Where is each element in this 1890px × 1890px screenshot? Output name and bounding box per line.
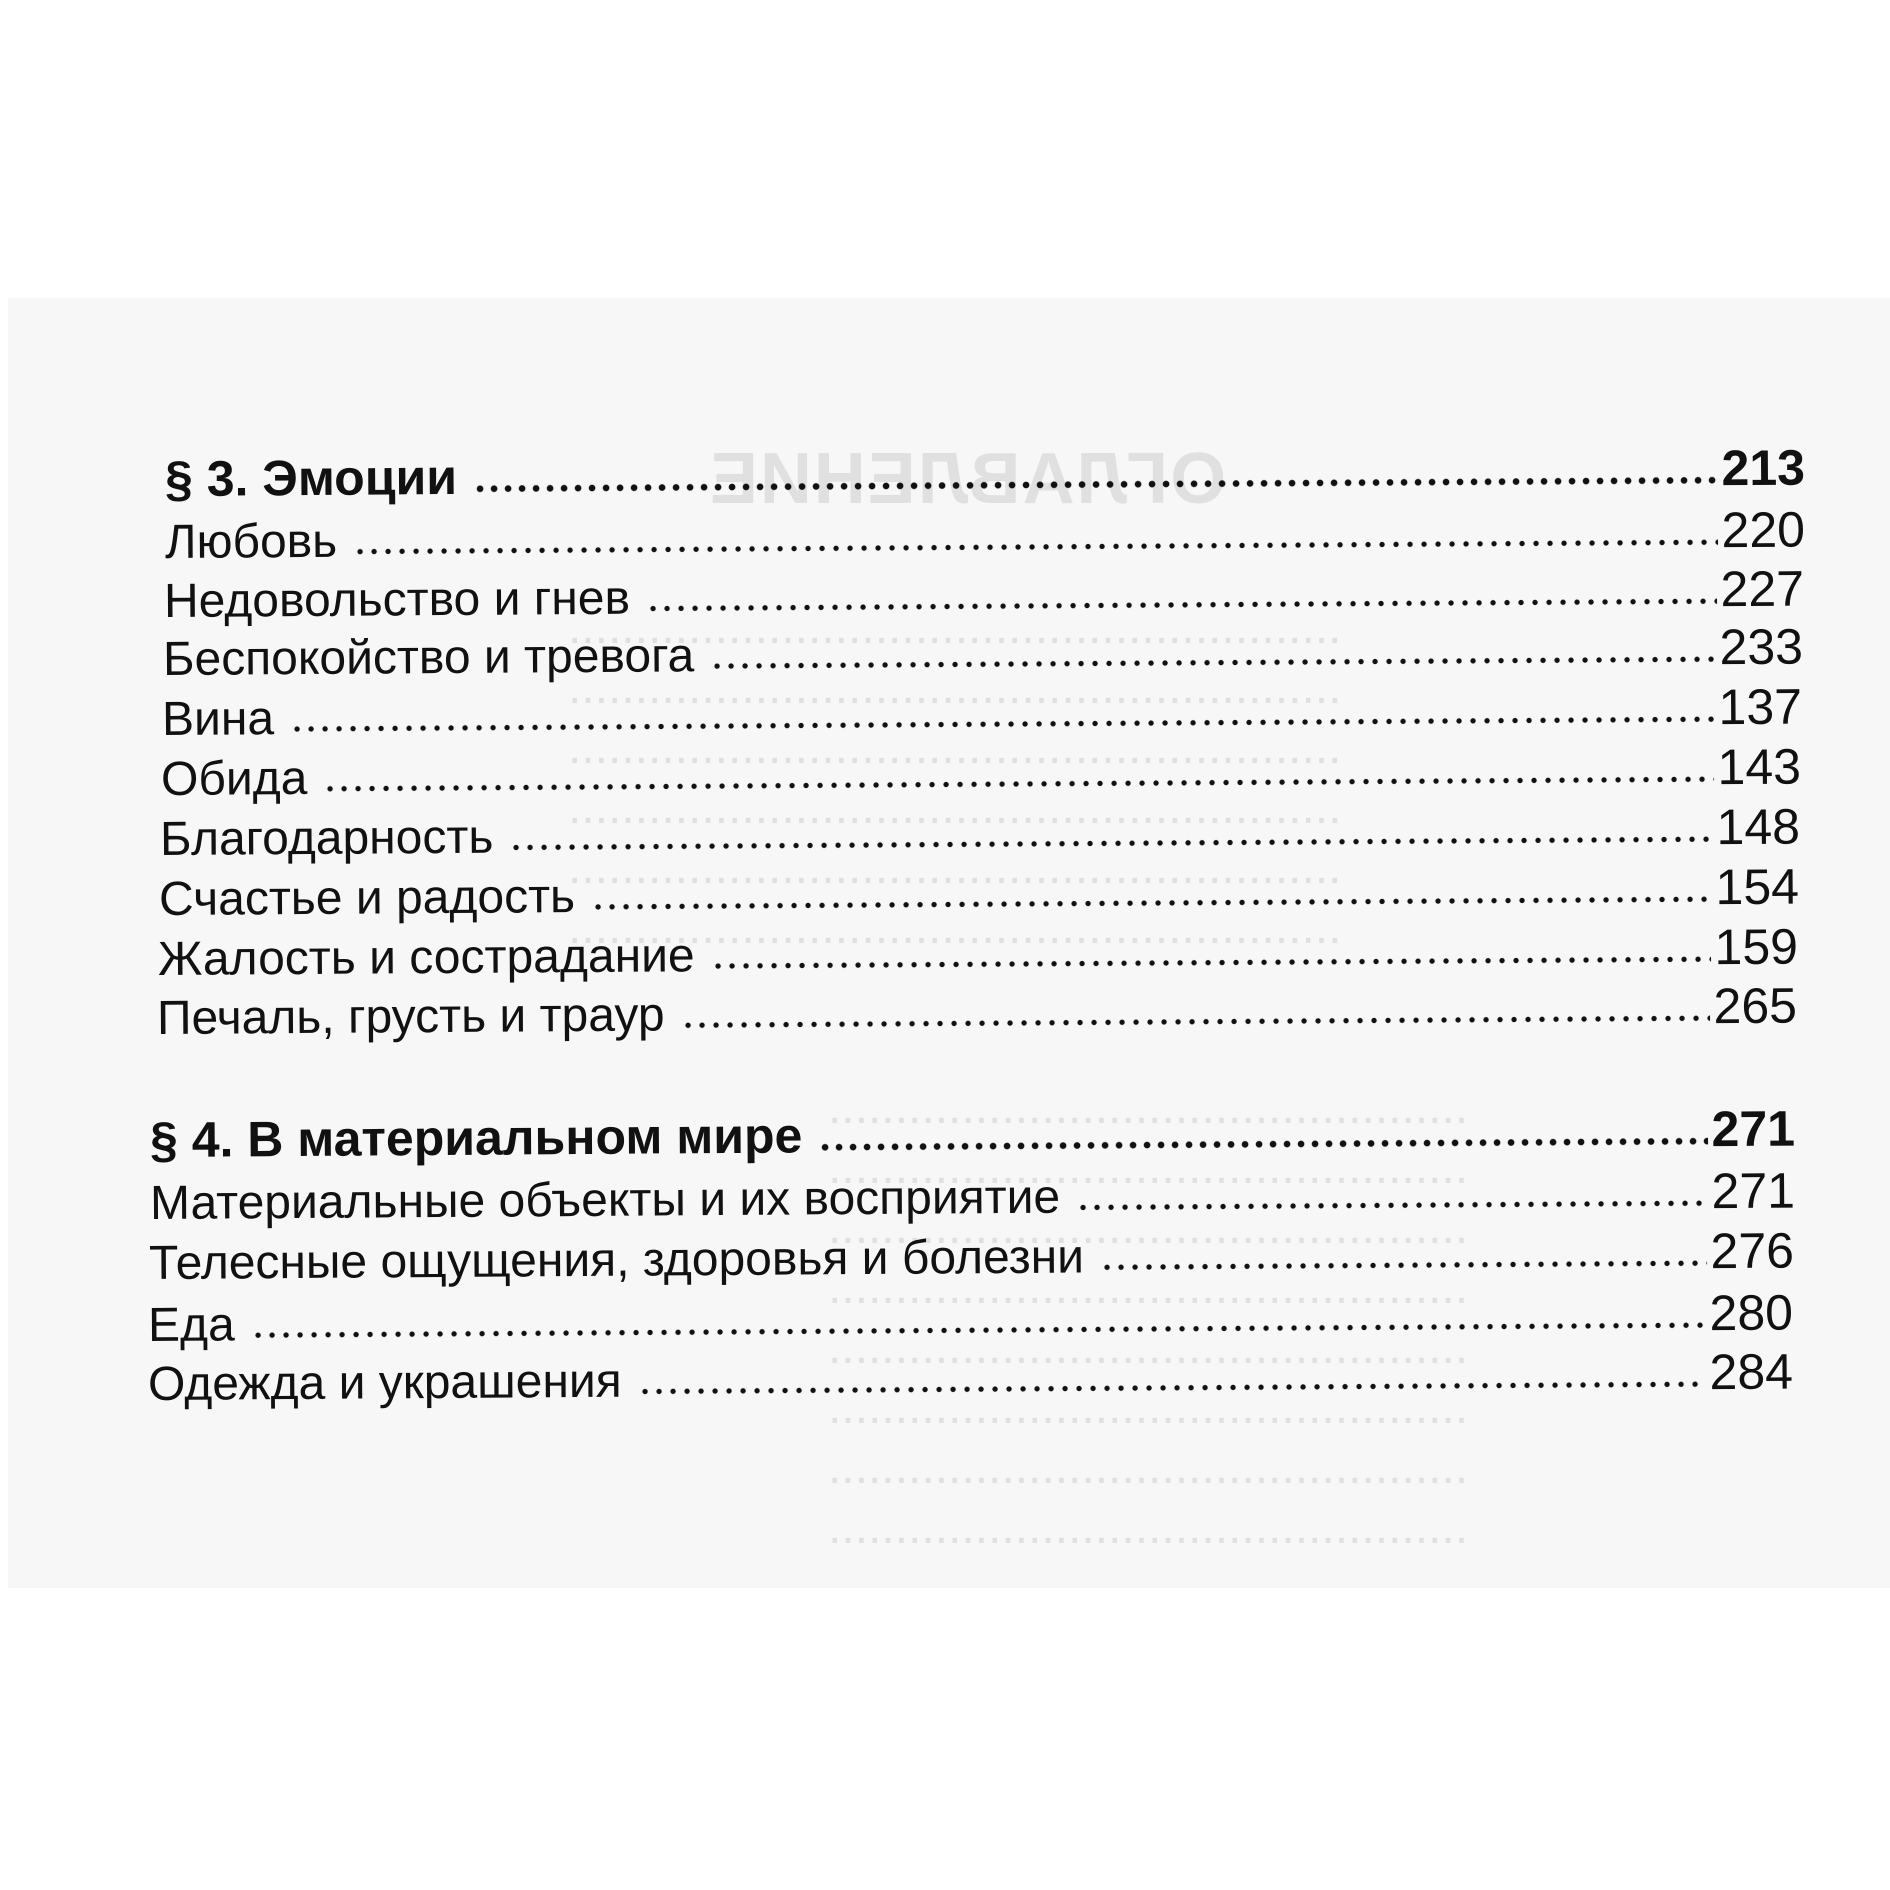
toc-page-number: 284 [1709, 1343, 1794, 1401]
dot-leader [473, 475, 1718, 494]
toc-page-number: 148 [1716, 798, 1801, 856]
toc-entry-title: § 3. Эмоции [164, 448, 458, 507]
toc-page-number: 227 [1720, 560, 1805, 618]
toc-page-number: 154 [1715, 858, 1800, 916]
toc-entry-title: Еда [147, 1298, 235, 1352]
toc-entry [150, 1162, 1795, 1231]
toc-page-number: 271 [1711, 1162, 1796, 1220]
toc-entry-title: Телесные ощущения, здоровья и болезни [148, 1230, 1085, 1290]
dot-leader [323, 774, 1713, 794]
toc-entry [158, 918, 1798, 987]
dot-leader [681, 1013, 1710, 1030]
toc-entry-title: § 4. В материальном мире [149, 1107, 803, 1168]
toc-entry [159, 858, 1799, 927]
dot-leader [353, 537, 1717, 557]
toc-page-number: 276 [1710, 1222, 1795, 1280]
dot-leader [818, 1136, 1707, 1152]
bleed-through-heading: ОГЛАВЛЕНИЕ [708, 439, 1227, 519]
table-of-contents [8, 298, 1890, 1588]
dot-leader [1100, 1258, 1707, 1272]
toc-entry-title: Печаль, грусть и траур [156, 988, 665, 1045]
dot-leader [251, 1320, 1706, 1340]
dot-leader [638, 1379, 1706, 1396]
toc-section-heading [150, 1100, 1795, 1169]
toc-entry-title: Жалость и сострадание [157, 929, 695, 986]
toc-entry-title: Вина [161, 692, 275, 746]
toc-page-number: 137 [1718, 678, 1803, 736]
toc-entry-title: Любовь [164, 514, 338, 569]
toc-page-number: 213 [1721, 439, 1806, 497]
bleed-through-text: .......................................................... .......................................................... .......................................................... .......................................................... .......................................................... .......................................................... [568, 601, 1342, 954]
dot-leader [710, 654, 1715, 671]
toc-entry [160, 798, 1800, 867]
dot-leader [646, 596, 1717, 613]
dot-leader [509, 834, 1712, 852]
toc-entry-title: Беспокойство и тревога [162, 629, 695, 686]
dot-leader [711, 954, 1711, 971]
toc-entry [162, 678, 1802, 747]
toc-page-number: 220 [1721, 501, 1806, 559]
toc-entry-title: Благодарность [159, 810, 494, 866]
toc-entry [163, 618, 1803, 687]
toc-entry-title: Материальные объекты и их восприятие [149, 1170, 1061, 1230]
dot-leader [1076, 1198, 1707, 1212]
toc-entry [149, 1222, 1794, 1291]
toc-page-number: 265 [1713, 977, 1798, 1035]
toc-entry-title: Счастье и радость [158, 870, 576, 926]
toc-page-number: 271 [1711, 1100, 1796, 1158]
book-page [8, 298, 1890, 1588]
toc-entry [157, 977, 1797, 1046]
toc-entry-title: Недовольство и гнев [163, 571, 631, 628]
dot-leader [290, 714, 1715, 734]
toc-entry [161, 738, 1801, 807]
toc-entry [148, 1284, 1793, 1353]
toc-page-number: 143 [1717, 738, 1802, 796]
toc-entry [165, 501, 1805, 570]
toc-page-number: 280 [1709, 1284, 1794, 1342]
toc-page-number: 233 [1719, 618, 1804, 676]
toc-section-heading [165, 439, 1805, 508]
toc-entry [148, 1343, 1793, 1412]
toc-entry-title: Одежда и украшения [147, 1354, 622, 1411]
dot-leader [591, 894, 1712, 912]
bleed-through-text-lower: ................................................ ................................................ ................................................ ................................................ ................................................ ................................................ ................................................ ................................................ [828, 1081, 1469, 1554]
toc-entry-title: Обида [160, 751, 308, 806]
toc-page-number: 159 [1714, 918, 1799, 976]
